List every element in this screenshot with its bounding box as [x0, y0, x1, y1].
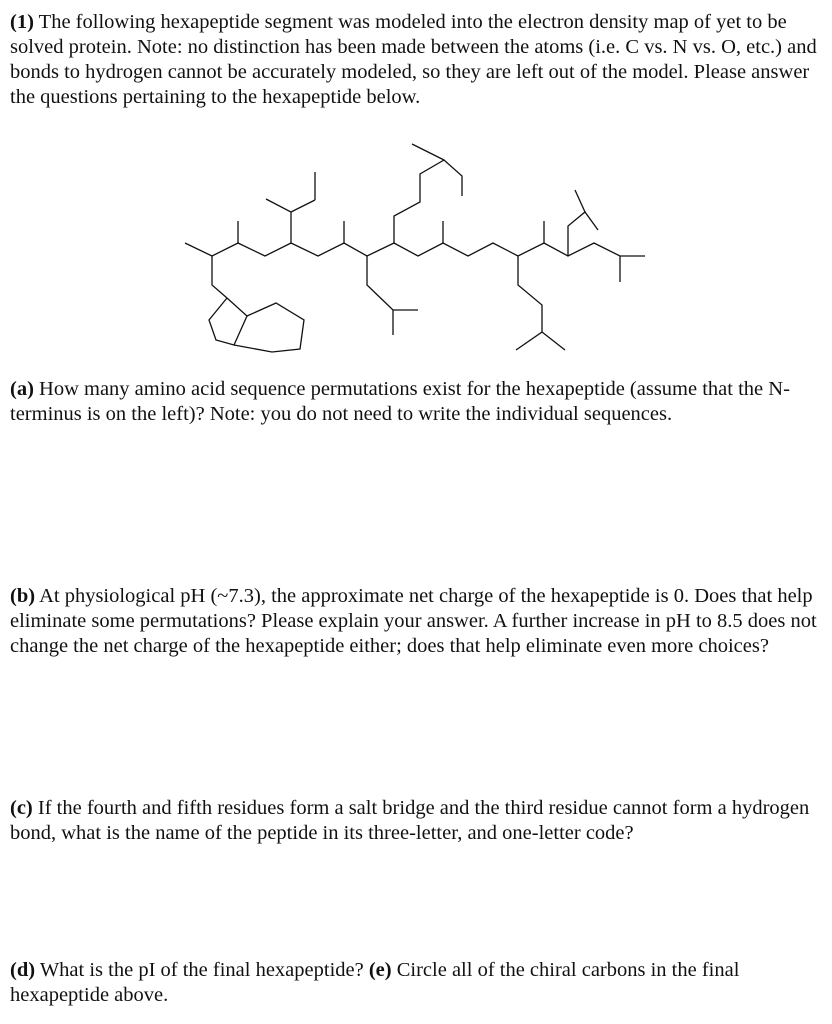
- ring-six: [234, 303, 304, 352]
- hexapeptide-structure: [0, 130, 832, 370]
- side-chain-5: [516, 256, 542, 350]
- side-chain-2-branch: [291, 200, 315, 212]
- question-1: [10, 10, 820, 110]
- question-1-text: The following hexapeptide segment was modeled into the electron density map of yet to be solved protein. Note: no distinction has been made between the atoms (i.e. C vs. N vs. O, etc.) and bonds to hydrogen cannot be accurately modeled, so they are left out of the model. Please answer the questions pertaining to the hexapeptide below.: [10, 11, 817, 108]
- part-a: [10, 377, 820, 427]
- part-a-text: How many amino acid sequence permutations exist for the hexapeptide (assume that the N-terminus is on the left)? Note: you do not need to write the individual sequences.: [10, 378, 790, 425]
- part-e-label: (e): [368, 959, 392, 981]
- side-chain-6-branch: [575, 190, 585, 212]
- side-chain-1: [212, 256, 227, 298]
- ring-five: [209, 298, 247, 345]
- side-chain-2: [266, 199, 291, 243]
- side-chain-5-branch: [542, 332, 565, 350]
- part-d-text: What is the pI of the final hexapeptide?: [39, 959, 364, 981]
- side-chain-3: [367, 256, 418, 310]
- part-c-text: If the fourth and fifth residues form a salt bridge and the third residue cannot form a hydrogen bond, what is the name of the peptide in its three-letter, and one-letter code?: [10, 797, 810, 844]
- part-e-text: Circle all of the chiral carbons in the final hexapeptide above.: [10, 959, 740, 1006]
- side-chain-4: [394, 160, 462, 243]
- part-b-text: At physiological pH (~7.3), the approximate net charge of the hexapeptide is 0. Does that help eliminate some permutations? Please explain your answer. A further increase in pH to 8.5 does not change the net charge of the hexapeptide either; does that help eliminate even more choices?: [10, 585, 817, 657]
- part-b: [10, 584, 820, 659]
- question-number: (1): [10, 11, 34, 33]
- part-d-label: (d): [10, 959, 36, 981]
- part-b-label: (b): [10, 585, 36, 607]
- part-d-e: [10, 958, 820, 1008]
- backbone: [185, 243, 645, 256]
- part-c-label: (c): [10, 797, 33, 819]
- side-chain-4-tip: [412, 144, 444, 160]
- part-c: [10, 796, 820, 846]
- side-chain-6: [568, 212, 598, 256]
- part-a-label: (a): [10, 378, 34, 400]
